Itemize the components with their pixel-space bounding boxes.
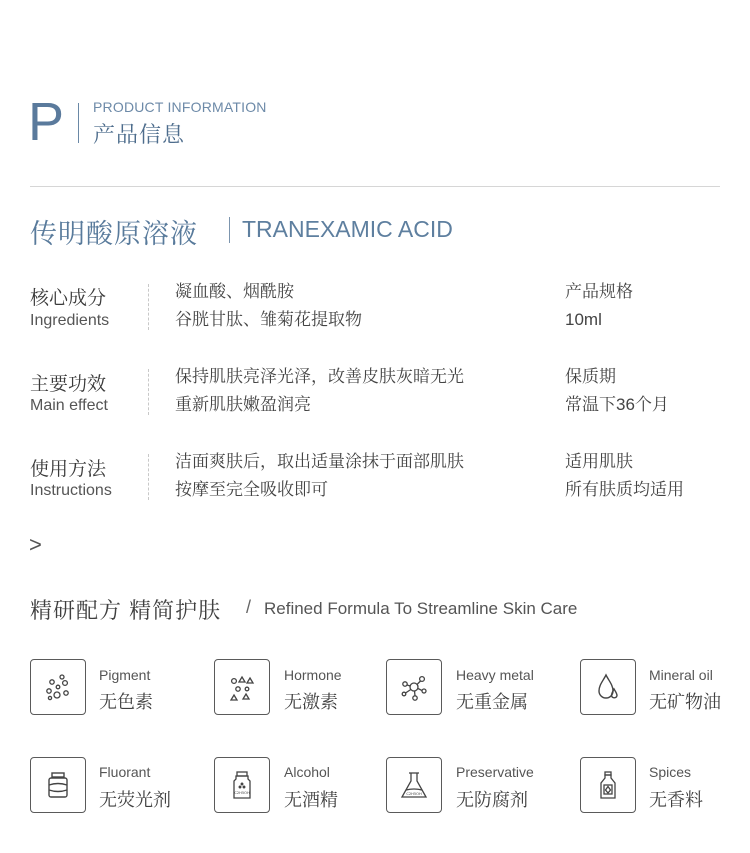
formula-title-en: Refined Formula To Streamline Skin Care [264, 599, 578, 618]
header-divider [78, 103, 79, 143]
formula-title-cn: 精研配方 精简护肤 [30, 598, 222, 623]
row-divider [148, 369, 149, 415]
ingredients-line-1: 凝血酸、烟酰胺 [175, 282, 294, 301]
chevron-right-icon: > [29, 532, 42, 557]
skin-type-title: 适用肌肤 [565, 452, 633, 471]
hormone-label-cn: 无激素 [284, 692, 338, 712]
formula-title-slash: / [246, 597, 252, 617]
ingredients-line-2: 谷胱甘肽、雏菊花提取物 [175, 310, 362, 329]
mineral-oil-label-cn: 无矿物油 [649, 692, 721, 712]
spices-label-cn: 无香料 [649, 790, 703, 810]
shelf-life-value: 常温下36个月 [565, 395, 669, 414]
product-name-divider [229, 217, 230, 243]
skin-type-value: 所有肤质均适用 [565, 480, 684, 499]
ingredients-label-en: Ingredients [30, 312, 110, 329]
fluorant-icon [30, 757, 86, 813]
row-divider [148, 284, 149, 330]
instructions-line-1: 洁面爽肤后，取出适量涂抹于面部肌肤 [175, 452, 464, 471]
heavy-metal-icon [386, 659, 442, 715]
preservative-label-en: Preservative [456, 764, 534, 780]
mineral-oil-icon [580, 659, 636, 715]
mineral-oil-label-en: Mineral oil [649, 667, 713, 683]
alcohol-icon [214, 757, 270, 813]
shelf-life-title: 保质期 [565, 367, 616, 386]
preservative-label-cn: 无防腐剂 [456, 790, 528, 810]
row-divider [148, 454, 149, 500]
hormone-label-en: Hormone [284, 667, 342, 683]
main-effect-label-cn: 主要功效 [30, 374, 107, 395]
main-effect-line-1: 保持肌肤亮泽光泽，改善皮肤灰暗无光 [175, 367, 464, 386]
header-rule [30, 186, 720, 187]
header-letter: P [28, 92, 65, 152]
pigment-label-cn: 无色素 [99, 692, 153, 712]
fluorant-label-cn: 无荧光剂 [99, 790, 171, 810]
main-effect-line-2: 重新肌肤嫩盈润亮 [175, 395, 311, 414]
instructions-line-2: 按摩至完全吸收即可 [175, 480, 328, 499]
main-effect-label-en: Main effect [30, 397, 108, 414]
alcohol-bottle-label: C2H5OH [234, 791, 250, 795]
spices-icon [580, 757, 636, 813]
instructions-label-cn: 使用方法 [30, 459, 107, 480]
header-title-cn: 产品信息 [93, 122, 186, 147]
alcohol-label-cn: 无酒精 [284, 790, 338, 810]
heavy-metal-label-en: Heavy metal [456, 667, 534, 683]
preservative-icon [386, 757, 442, 813]
pigment-icon [30, 659, 86, 715]
instructions-label-en: Instructions [30, 482, 112, 499]
spec-value: 10ml [565, 310, 602, 329]
fluorant-label-en: Fluorant [99, 764, 151, 780]
header-title-en: PRODUCT INFORMATION [93, 99, 267, 115]
spec-title: 产品规格 [565, 282, 633, 301]
heavy-metal-label-cn: 无重金属 [456, 692, 528, 712]
preservative-flask-label: C2H5OH [406, 792, 422, 796]
product-name-en: TRANEXAMIC ACID [242, 216, 453, 242]
product-name-cn: 传明酸原溶液 [30, 219, 198, 249]
ingredients-label-cn: 核心成分 [30, 288, 107, 309]
pigment-label-en: Pigment [99, 667, 151, 683]
hormone-icon [214, 659, 270, 715]
alcohol-label-en: Alcohol [284, 764, 330, 780]
spices-label-en: Spices [649, 764, 692, 780]
